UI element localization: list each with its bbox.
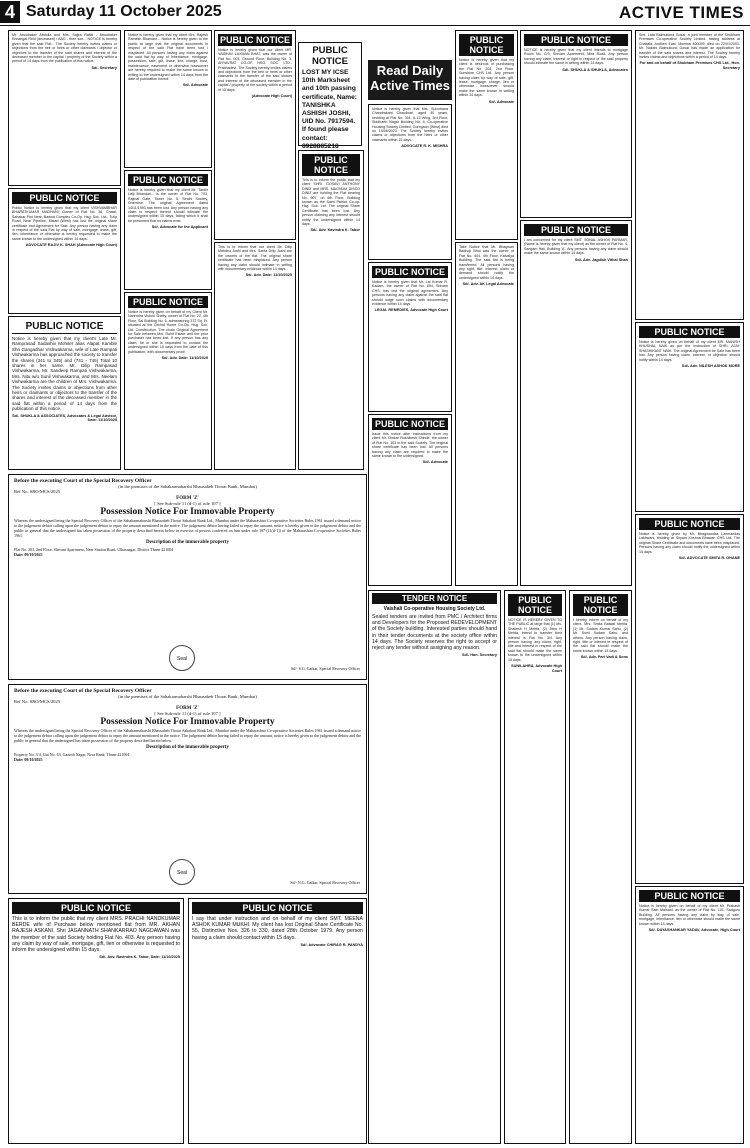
notice-e1 [455, 30, 518, 240]
notice-text: Notice is hereby given on behalf of my client Mr. Prakash Kumar Sain Mainani, as the owner of Flat No. 101, Sadguru Building. All persons having any claim by way of sale, mortgage, inheritance, lien or otherwise should make the same known within 14 days. [639, 904, 740, 926]
notice-signature: Sd/- Adv. Date: 11/10/2025 [245, 273, 292, 278]
notice-g1 [635, 30, 744, 320]
notice-signature: Sd/- Adv. Date: 11/10/2025 [161, 356, 208, 361]
pn-text: Whereas the undersigned being the Special Recovery Officer of the Sahakarmaharshi Bhausaheb Thorat Sahakari Bank Ltd., Mumbai under the Maharashtra Co-operative Societies Rules 1961 issued a demand notice to the judgement debtor calling upon the judgement debtor to repay the amount mentioned in the notice. The judgement debtor having failed to repay the amount, notice is hereby given to the judgement debtor and the public in general that the undersigned has taken possession of the property described herein below. [14, 728, 361, 743]
notice-title: PUBLIC NOTICE [192, 902, 363, 914]
column-1 [8, 30, 121, 470]
pn-desc: Flat No. 203, 2nd Floor, Shivam Apartment, Near Station Road, Ulhasnagar, District Thane 421004 [14, 547, 174, 552]
notice-signature: Sd/- SHUKLA & SHUKLA, Advocates [562, 67, 628, 72]
pn-desc-title: Description of the immovable property [146, 745, 229, 750]
banner-line-1: Read Daily [376, 63, 444, 78]
pn-header: Before the executing Court of the Special Recovery Officer [14, 478, 152, 484]
notice-text: Notice is hereby given on behalf of my Client Mr. Narendra Vishnu Shetty, owner of Flat No. 22, 4th Floor, Sai Building No. 6, admeasuring 372 Sq. Ft. situated at the Orchid Home Co-Op. Hsg. Soc. Ltd. Construction. The chain Original Agreement for Sale between M/s. Rohit Estate and the prior purchaser has been lost. If any person has any claim, he or she is requested to contact the undersigned within 15 days from the date of this publication, with documentary proof. [128, 310, 208, 354]
notice-title: PUBLIC NOTICE [128, 296, 208, 308]
column-3b [298, 150, 364, 470]
notice-c4 [8, 898, 184, 1144]
pn-ref: Ref No. SRO/MCS/2025 [14, 699, 61, 704]
publication-date: Saturday 11 October 2025 [26, 3, 222, 20]
notice-title: PUBLIC NOTICE [639, 890, 740, 902]
pn-text: Whereas the undersigned being the Special Recovery Officer of the Sahakarmaharshi Bhausaheb Thorat Sahakari Bank Ltd., Mumbai under the Maharashtra Co-operative Societies Rules 1961 issued a demand notice to the judgement debtor calling upon the judgement debtor to repay the amount mentioned in the notice. The judgement debtor having failed to repay the amount, notice is hereby given to the judgement debtor and the public in general that the undersigned has taken possession of the property described herein below in exercise of powers conferred on him under rule 107 (11(d-1)) of the Maharashtra Co-operative Societies Rules 1961. [14, 518, 361, 538]
notice-c3 [298, 150, 364, 470]
notice-text: Notice is hereby given that my client Mrs. Rajesh Ramesh Bhamare... Notice is hereby given to the public at large that the original documents in respect of the said Flat have been lost / misplaced. All persons having any claim against the said flat by way of inheritance, mortgage, possession, sale, gift, lease, lien, charge, trust, maintenance, easement or otherwise howsoever are hereby required to make the same known in writing to the undersigned within 14 days from the date of publication hereof. [128, 33, 208, 82]
pn-title: Possession Notice For Immovable Property [100, 507, 275, 517]
notice-g3 [635, 514, 744, 884]
notice-text: Notice is hereby given that my client's Late Mr. Ramprasad Sadashiv Mohiter alias Alapat Kamble Shri Gangadhar Vishwakarma, wife of Late Rampati Vishwakarma has approached the society to transfer the shares (341 to 345) and (741 - 745) Total 10 shares in her name. Mr. Dilip Rampasad Vishwakarma, Mr. Sandeep Rampati Vishwakarma, Mrs. Nitu w/o Sunil Vishwakarma, and Mrs. Neelam Vishwakarma are the children of Mrs. Vishwakarma. The Society invites claims or objections from other heirs or claimants or objectors to the transfer of the shares and interest of the deceased member in the said flat within a period of 14 days from the publication of this notice. [12, 336, 117, 412]
notice-signature: Sd/- Adv. Ravindra K. Tabor, Date: 11/10/2025 [99, 955, 180, 960]
notice-title: PUBLIC NOTICE [302, 154, 360, 176]
pn-sub: (in the premises of the Sahakarmaharshi Bhausaheb Thorat Bank, Mumbai) [118, 694, 257, 699]
notice-b1 [124, 30, 212, 168]
notice-signature: For and on behalf of Shubham Premises CHS Ltd., Hon. Secretary [639, 61, 740, 71]
notice-text: Notice is hereby given that my client is desirous of purchasing the Flat No. 204, 2nd Floor, Sunshine CHS Ltd. Any person having claim by way of sale, gift, lease, mortgage, charge, lien or otherwise howsoever should make the same known in writing within 14 days. [459, 58, 514, 98]
pn-header: Before the executing Court of the Special Recovery Officer [14, 688, 152, 694]
notice-signature: (Advocate High Court) [251, 94, 292, 99]
notice-b2 [124, 170, 212, 290]
tender-text: Sealed tenders are invited from PMC / Architect firms and Developers for the Proposed REDEVELOPMENT of the Society building. Interested parties should hand in their tender documents at the society office within 14 days. The Society reserves the right to accept or reject any tender without assigning any reason. [372, 614, 497, 652]
notice-signature: Sd/- ADVOCATE SMITA R. GHANE [678, 556, 740, 561]
notice-title: PUBLIC NOTICE [524, 34, 628, 46]
notice-signature: SUNILAHRA, Advocate High Court [511, 664, 562, 673]
notice-signature: Sd/- Advocate [182, 83, 208, 88]
notice-text: Notice is hereby given by Mr. Bhagwandas Laxmandas Lakhwani, residing at Shyam Kirshna Bhawan CHS Ltd. The original Share Certificate and documents have been misplaced. Persons having any claim should notify the undersigned within 15 days. [639, 532, 740, 554]
notice-f3 [569, 590, 632, 1144]
pn-sign: Sd/- N.G. Gaikar, Special Recovery Officer [290, 880, 360, 885]
notice-text: Take Notice that Mr. Bhagwan Badhoji Bhoi was the owner of Flat No. 404, 4th Floor, Kaivalya Building. The said flat is being transferred. All persons having any right, title, interest, claim or demand should notify the undersigned within 14 days. [459, 245, 514, 280]
notice-c2 [214, 242, 296, 470]
notice-b3 [124, 292, 212, 470]
notice-text: Notice is hereby given that Mrs. Sulochana Chandrakant Chaudhari, aged 40 years, residing at Flat No. 301, A-13 Wing, 3rd Floor, Siddharth Nagar Building No. 4, Co-operative Housing Society Limited, Goregaon (West) died on 19/06/2023. The Society hereby invites claims or objections from the heirs or other claimants within 15 days. [372, 107, 448, 142]
notice-text: NOTICE is hereby given that my client intends to mortgage Room No. C/3, Shivam Apartment, Mira Road. Any person having any claim, interest or right in respect of the said property should intimate the same in writing within 14 days. [524, 48, 628, 66]
notice-title: PUBLIC NOTICE [372, 418, 448, 430]
notice-title: PUBLIC NOTICE [372, 266, 448, 278]
pn-date: Date: 09/10/2025 [14, 757, 43, 762]
notice-a3 [8, 316, 121, 470]
pn-date: Date: 09/10/2025 [14, 552, 43, 557]
column-lower-left [8, 898, 367, 1144]
pn-rule: [ See Sub-rule 11 (d-1) of rule 107 ] [154, 501, 221, 506]
notice-title: PUBLIC NOTICE [12, 320, 117, 334]
notice-text: I say that under instruction and on behalf of my client SMT. MEENA ASHOK KUMAR MUKHI. My client has lost Original Share Certificate No. 55, Distinctive Nos. 326 to 330, dated 28th October 1979. Any person having a claim should contact within 15 days. [192, 916, 363, 941]
notice-title: PUBLIC NOTICE [573, 594, 628, 616]
notice-d3 [368, 414, 452, 586]
notice-signature: Sd/- SHUKLA & ASSOCIATES, Advocates & Legal Advisor, Date: 11/10/2025 [12, 413, 117, 423]
notice-text: Smt. Lata Balmukund Gosai, a joint member of the Shubham Premises Co-operative Society Limited, having address at Chakala, Andheri East, Mumbai 400099, died on 22/01/2001. Mr. Nakshi Balmukund Gosai has made an application for transfer of the said shares and interest. The Society hereby invites claims and objections within a period of 14 days. [639, 33, 740, 60]
notice-a1 [8, 30, 121, 186]
notice-signature: Sd/- Adv. Pari Vadi & Sons [580, 655, 628, 660]
notice-title: PUBLIC NOTICE [128, 174, 208, 186]
notice-title: PUBLIC NOTICE [459, 34, 514, 56]
notice-signature: Sd/- Advocate CHIRAG R. PANDYA [300, 942, 363, 947]
notice-text: Public Notice is hereby given that my client VISHVAMBHAR BHARATKUMAR MADHANI, Owner of Flat No. 36, Chawl, Sahakar Plot Near, Bawna Complex Co-Op. Hsg. Soc. Ltd., Tulip Road, Near Pipeline, Malad (West) has lost the original share certificate and Agreement for Sale. Any person having any claim in respect of the said Flat by way of sale, mortgage, lease, gift, lien, inheritance or otherwise is hereby requested to make the same known to the undersigned within 14 days. [12, 206, 117, 241]
notice-title: PUBLIC NOTICE [639, 518, 740, 530]
notice-text: Issue this notice after instructions from my client Mr. Omkar Rushikesh Shinde, the owner of Flat No. 103 in the said Society. The original share certificate has been lost. All persons having any claim are required to make the same known to the undersigned. [372, 432, 448, 459]
pn-sub: (in the premises of the Sahakarmaharshi Bhausaheb Thorat Bank, Mumbai) [118, 484, 257, 489]
notice-title: PUBLIC NOTICE [639, 326, 740, 338]
notice-text: Notice is hereby given on behalf of my client MR. MANISH KHUSHAL NAIK as per the instruction of SHRI. AJAY SHASHIKANT NAIK. The original Agreement for Sale has been lost. Any person having claim, interest, or objection should notify within 14 days. [639, 340, 740, 362]
notice-signature: Sd/- Advocate [422, 460, 448, 465]
notice-f2 [520, 220, 632, 586]
column-8 [635, 30, 744, 1144]
notice-text: I hereby inform on behalf of my client. Mrs. Smita Batwal Mehta, (1) Mr. Sudam Kumar Sahu, (2) Mr. Sunil Sudam Sahu, and others. Any person having claim, right, title or interest in respect of the said flat should make the same known within 15 days. [573, 618, 628, 653]
notice-text: Mr. Aboobaker Abdulla and Mrs. Sajira Rafiki - Aboobaker Ennangal Reid (deceased) / AAG - their son... NOTICE is hereby given that the said Flat... The Society hereby invites claims or objections from the heir or heirs or other claimants / objector or objectors to the transfer of the said shares and interest of the deceased member in the capital / property of the Society within a period of 14 days from the publication of this notice. [12, 33, 117, 64]
notice-signature: Sd/- Adv. Kavindra K. Tabor [310, 228, 360, 233]
notice-signature: Sd/- Adv. Jagdish Vithal Shah [574, 257, 628, 262]
notice-text: This is to inform that our client Mr. Dilip Mahdeo Joshi and Mrs. Sarita Dilip Joshi are the owners of the flat. The original share certificate has been misplaced. Any person having any claim should intimate in writing with documentary evidence within 14 days. [218, 245, 292, 272]
pn-desc: Property No. 3/4, Gut No. 63, Ganesh Nagar, Near Bank, Thane 421004 [14, 752, 130, 757]
notice-title: PUBLIC NOTICE [508, 594, 562, 616]
notice-text: Notice is hereby given that our client MR. VAIBHAV LAXMAN BHAT, was the owner of Flat No. 003, Ground Floor, Building No. 3, ARYAVRAT CO-OP. HSG. SOC. LTD., Prabhadevi. The Society hereby invites claims and objections from the heir or heirs or other claimants to the transfer of the said shares and interest of the deceased member in the capital / property of the society within a period of 15 days. [218, 48, 292, 92]
notice-text: Notice is hereby given that Mr. Lal Kumar R. Kadam, the owner of Flat No. 804, Shivam CHS, has lost the original agreement. Any persons having any claim against the said flat should lodge such claims with documentary evidence within 14 days. [372, 280, 448, 307]
notice-signature: ADVOCATE R. K. MISHRA [401, 144, 448, 149]
notice-d1 [368, 104, 452, 260]
pn-rule: [ See Sub-rule 11 (d-1) of rule 107 ] [154, 711, 221, 716]
lost-notice-text: LOST MY ICSE 10th Marksheet and 10th passing certificate, Name: TANISHKA ASHISH JOSHI, UID No. 7917594. If found please contact: 8928885218 [302, 69, 357, 150]
notice-e2 [455, 242, 518, 586]
notice-d2 [368, 262, 452, 412]
notice-text: This is to inform the public that my client MRS. PRACHI NANDKUMAR BERDE wife of Purchase below mentioned flat from MR. AKHAN RAJESH ASKANI. Shri JAGANNATH SHANKARRAO NAGDAWAN was the member of the said Society holding Flat No. 403. Any person having any claim by way of sale, mortgage, gift, lien or otherwise is requested to inform the undersigned within 15 days. [12, 916, 180, 954]
column-lower-right [504, 590, 632, 1144]
banner-line-2: Active Times [370, 78, 450, 93]
notice-c1 [214, 30, 296, 240]
notice-d4 [188, 898, 367, 1144]
pn-form: FORM 'Z' [176, 496, 199, 501]
column-3 [214, 30, 296, 470]
notice-signature: LEGAL REMEDIES, Advocate High Court [374, 308, 448, 313]
pn-desc-title: Description of the immovable property [146, 540, 229, 545]
column-7 [520, 30, 632, 586]
notice-text: I am concerned for my client SMT. SONAL ASHOK PARMAR, (Name is hereby given that my client) as the owner of Flat No. 4, Sangam Hall, Building 'A'. Any persons having any claim should make the same known within 14 days. [524, 238, 628, 256]
notice-signature: Sd/- Adv. NILESH ASHOK MORE [681, 364, 740, 369]
column-6 [455, 30, 518, 586]
notice-title: PUBLIC NOTICE [12, 902, 180, 914]
notice-signature: Sd/- Secretary [91, 65, 117, 70]
possession-notice-2 [8, 684, 367, 894]
notice-text: Notice is hereby given that my client Mr. Tanbir Lalji Bhandari... is the owner of Flat No. 703, Rajmal Gate, Tower No. 5, Sindhi Society, Chembur. The original Agreement dated 14/11/1993 has been lost. Any person having any claim in respect thereof should intimate the undersigned within 15 days, failing which it shall be presumed that no claims exist. [128, 188, 208, 223]
notice-signature: Sd/- DAYASHANKAR YADAV, Advocate, High Court [648, 928, 740, 933]
notice-title: PUBLIC NOTICE [524, 224, 628, 236]
notice-a2 [8, 188, 121, 314]
tender-title: TENDER NOTICE [372, 593, 497, 604]
notice-title: PUBLIC NOTICE [12, 192, 117, 204]
notice-g2 [635, 322, 744, 512]
notice-text: NOTICE IS HEREBY GIVEN TO THE PUBLIC at large that (1) Ms. Shailesh H Mehta, (2) Jiten H Mehta, intend to transfer their interest in Flat No. 3/4. Any person having any claim, right, title and interest in respect of the said flat should make the same known to the undersigned within 15 days. [508, 618, 562, 662]
page-number: 4 [0, 1, 20, 23]
notice-e3 [504, 590, 566, 1144]
column-2 [124, 30, 212, 470]
notice-signature: ADVOCATE RAJIV K. SHAH (Advocate High Court) [25, 243, 117, 248]
tender-notice [368, 590, 501, 1144]
notice-title: PUBLIC NOTICE [219, 35, 290, 45]
possession-notice-1 [8, 474, 367, 680]
pn-title: Possession Notice For Immovable Property [100, 717, 275, 727]
notice-text: This is to inform the public that my client SHRI. GOSAVI ANTHONY DINIZ and MRS. MAGNUM DISCO DINIZ are holding the Flat bearing No. 607, on 6th Floor, Building known as the Saint Patrick Co-op. Hsg. Soc. Ltd. The original Share Certificate has been lost. Any person claiming any interest should notify the undersigned within 14 days. [302, 178, 360, 227]
notice-f1 [520, 30, 632, 218]
seal-icon: Seal [169, 859, 195, 885]
lost-notice [298, 42, 362, 150]
notice-g4 [635, 886, 744, 1144]
publication-name: ACTIVE TIMES [618, 3, 744, 22]
pn-ref: Ref No. SRO/MCS/2025 [14, 489, 61, 494]
pn-sign: Sd/- S.G. Gaikar, Special Recovery Officer [290, 666, 360, 671]
notice-signature: Sd/- Advocate for the Applicant [151, 225, 208, 230]
lost-notice-title: PUBLIC NOTICE [312, 45, 348, 67]
notice-signature: Sd/- Adv. AK Legal Advocate [462, 282, 514, 287]
tender-society: Vaishali Co-operative Housing Society Ltd. [383, 606, 486, 612]
notice-signature: Sd/- Advocate [488, 99, 514, 104]
masthead [0, 0, 750, 26]
seal-icon: Seal [169, 645, 195, 671]
column-5 [368, 104, 452, 586]
read-daily-banner [368, 60, 452, 100]
pn-form: FORM 'Z' [176, 706, 199, 711]
tender-signature: Sd/- Hon. Secretary [461, 653, 497, 658]
